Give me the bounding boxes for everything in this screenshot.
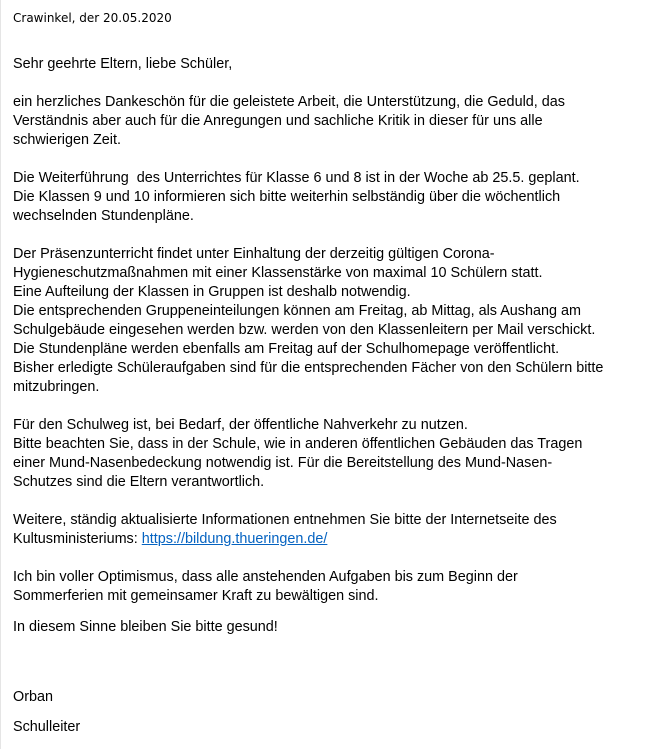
text-line: Ich bin voller Optimismus, dass alle anstehenden Aufgaben bis zum Beginn der (13, 569, 518, 585)
greeting: Sehr geehrte Eltern, liebe Schüler, (13, 56, 233, 72)
paragraph-transport (13, 416, 643, 492)
text-line: Die entsprechenden Gruppeneinteilungen können am Freitag, ab Mittag, als Aushang am (13, 303, 581, 319)
text-line: Bisher erledigte Schüleraufgaben sind für die entsprechenden Fächer von den Schülern bitte (13, 360, 604, 376)
text-line: Hygieneschutzmaßnahmen mit einer Klassenstärke von maximal 10 Schülern statt. (13, 265, 543, 281)
text-line: mitzubringen. (13, 379, 100, 395)
paragraph-info (13, 511, 643, 549)
text-line: wechselnden Stundenpläne. (13, 208, 194, 224)
text-line: Die Stundenpläne werden ebenfalls am Freitag auf der Schulhomepage veröffentlicht. (13, 341, 560, 357)
paragraph-presence-teaching (13, 245, 643, 397)
text-line: Die Klassen 9 und 10 informieren sich bitte weiterhin selbständig über die wöchentlich (13, 189, 561, 205)
text-line: schwierigen Zeit. (13, 132, 121, 148)
text-line: Sommerferien mit gemeinsamer Kraft zu bewältigen sind. (13, 588, 379, 604)
closing-line: In diesem Sinne bleiben Sie bitte gesund! (13, 619, 278, 635)
text-line: Für den Schulweg ist, bei Bedarf, der öffentliche Nahverkehr zu nutzen. (13, 417, 468, 433)
paragraph-optimism (13, 568, 643, 606)
text-line: Schulgebäude eingesehen werden bzw. werden von den Klassenleitern per Mail verschickt. (13, 322, 596, 338)
text-line: Der Präsenzunterricht findet unter Einhaltung der derzeitig gültigen Corona- (13, 246, 495, 262)
paragraph-continuation (13, 169, 643, 226)
signature-role: Schulleiter (13, 719, 81, 735)
ministry-website-link[interactable]: https://bildung.thueringen.de/ (141, 531, 328, 547)
text-line: Schutzes sind die Eltern verantwortlich. (13, 474, 265, 490)
paragraph-thanks (13, 93, 643, 150)
dateline: Crawinkel, der 20.05.2020 (13, 11, 172, 25)
text-line: Weitere, ständig aktualisierte Informationen entnehmen Sie bitte der Internetseite des (13, 512, 557, 528)
text-line: Eine Aufteilung der Klassen in Gruppen ist deshalb notwendig. (13, 284, 411, 300)
signature-name: Orban (13, 689, 53, 705)
text-line: Bitte beachten Sie, dass in der Schule, wie in anderen öffentlichen Gebäuden das Tragen (13, 436, 583, 452)
text-line: einer Mund-Nasenbedeckung notwendig ist. Für die Bereitstellung des Mund-Nasen- (13, 455, 553, 471)
text-line-with-link (13, 530, 643, 549)
text-line: Verständnis aber auch für die Anregungen und sachliche Kritik in dieser für uns alle (13, 113, 543, 129)
letter-body (13, 55, 643, 637)
info-prefix: Kultusministeriums: (13, 531, 142, 547)
text-line: Die Weiterführung des Unterrichtes für Klasse 6 und 8 ist in der Woche ab 25.5. geplant. (13, 170, 580, 186)
text-line: ein herzliches Dankeschön für die geleistete Arbeit, die Unterstützung, die Geduld, das (13, 94, 565, 110)
signature-block (13, 688, 80, 737)
